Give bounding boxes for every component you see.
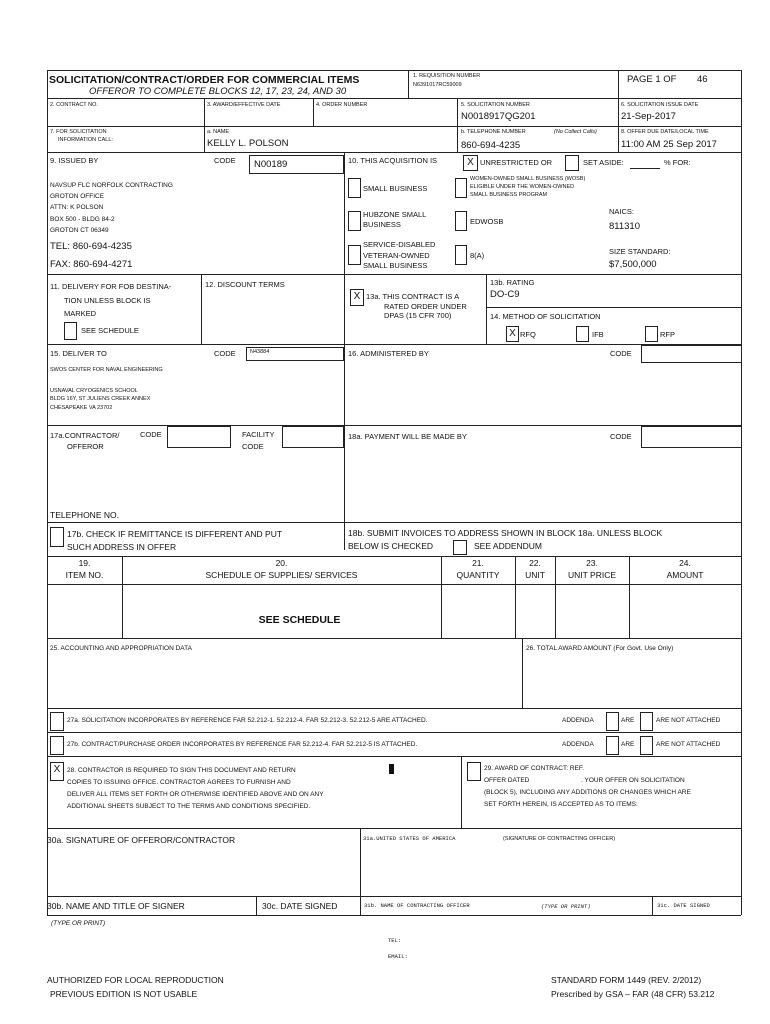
col23-header: UNIT PRICE [567, 570, 617, 580]
ifb-checkbox[interactable] [576, 326, 589, 342]
contract-no-label: 2. CONTRACT NO. [50, 102, 98, 108]
phone-note: (No Collect Calls) [554, 129, 597, 135]
col23-number: 23. [586, 558, 598, 568]
see-addendum-checkbox[interactable] [453, 540, 467, 555]
award-line2b: . YOUR OFFER ON SOLICITATION [581, 777, 685, 784]
invoice-label-2: BELOW IS CHECKED [348, 541, 434, 551]
size-standard: $7,500,000 [609, 259, 657, 270]
far-27b-text: 27b. CONTRACT/PURCHASE ORDER INCORPORATES BY REFERENCE FAR 52.212-4. FAR 52.212-5 IS ATTACHED. [67, 741, 418, 748]
award-line4: SET FORTH HEREIN, IS ACCEPTED AS TO ITEMS: [484, 801, 638, 808]
rfq-checkbox[interactable]: X [506, 326, 519, 342]
administered-by-label: 16. ADMINISTERED BY [348, 349, 429, 358]
name-label: a. NAME [207, 129, 230, 135]
contact-name[interactable]: KELLY L. POLSON [207, 138, 289, 149]
issued-code: N00189 [254, 159, 288, 170]
addenda-27a-label: ADDENDA [562, 717, 594, 724]
facility-code-box[interactable] [282, 426, 344, 448]
discount-terms-label: 12. DISCOUNT TERMS [205, 280, 285, 289]
issued-tel: TEL: 860-694-4235 [50, 241, 132, 252]
remittance-label: 17b. CHECK IF REMITTANCE IS DIFFERENT AND PUT SUCH ADDRESS IN OFFER [67, 529, 283, 552]
award-line3: (BLOCK 5), INCLUDING ANY ADDITIONS OR CHANGES WHICH ARE [484, 789, 691, 796]
offeror-signature-label: 30a. SIGNATURE OF OFFEROR/CONTRACTOR [47, 835, 236, 845]
due-date-label: 8. OFFER DUE DATE/LOCAL TIME [621, 129, 709, 135]
contracting-officer-note: (TYPE OR PRINT) [541, 903, 591, 910]
total-award-label: 26. TOTAL AWARD AMOUNT (For Govt. Use Only) [526, 645, 674, 652]
rfp-label: RFP [660, 330, 675, 339]
hubzone-label: HUBZONE SMALL BUSINESS [363, 210, 427, 229]
rated-order-label: 13a. THIS CONTRACT IS A RATED ORDER UNDER DPAS (15 CFR 700) [366, 292, 467, 320]
officer-email-label: EMAIL: [388, 953, 408, 960]
officer-tel-label: TEL: [388, 937, 402, 944]
hubzone-checkbox[interactable] [348, 211, 361, 231]
contractor-code-box[interactable] [167, 426, 231, 448]
award-line1: 29. AWARD OF CONTRACT: REF. [484, 765, 584, 772]
footer-prescribed-by: Prescribed by GSA – FAR (48 CFR) 53.212 [551, 989, 715, 999]
col24-header: AMOUNT [666, 570, 704, 580]
addenda-27a-are-checkbox[interactable] [606, 712, 619, 731]
requisition-label: 1. REQUISITION NUMBER [413, 73, 481, 79]
small-business-label: SMALL BUSINESS [363, 184, 428, 193]
col19-number: 19. [78, 558, 91, 568]
size-standard-label: SIZE STANDARD: [609, 247, 671, 256]
edwosb-label: EDWOSB [470, 217, 504, 226]
info-call-label-2: INFORMATION CALL: [58, 137, 113, 143]
fob-destination-label: 11. DELIVERY FOR FOB DESTINA- TION UNLESS BLOCK IS MARKED [50, 282, 172, 318]
wosb-label: WOMEN-OWNED SMALL BUSINESS (WOSB) ELIGIBLE UNDER THE WOMEN-OWNED SMALL BUSINESS PROGRAM [470, 176, 586, 199]
deliver-to-label: 15. DELIVER TO [50, 349, 107, 358]
usa-signature-note: (SIGNATURE OF CONTRACTING OFFICER) [503, 836, 616, 842]
invoice-label: 18b. SUBMIT INVOICES TO ADDRESS SHOWN IN BLOCK 18a. UNLESS BLOCK [348, 528, 663, 538]
sdvosb-checkbox[interactable] [348, 245, 361, 265]
footer-form-number: STANDARD FORM 1449 (REV. 2/2012) [551, 975, 702, 985]
col21-header: QUANTITY [456, 570, 500, 580]
payment-code-label: CODE [610, 432, 632, 441]
remittance-checkbox[interactable] [50, 527, 64, 547]
addenda-27a-are-not-checkbox[interactable] [640, 712, 653, 731]
addenda-27a-are-not-label: ARE NOT ATTACHED [656, 717, 721, 724]
col21-number: 21. [472, 558, 484, 568]
issue-date[interactable]: 21-Sep-2017 [621, 111, 676, 122]
contracting-officer-label: 31b. NAME OF CONTRACTING OFFICER [364, 902, 470, 909]
ifb-label: IFB [592, 330, 604, 339]
info-call-label: 7. FOR SOLICITATION [50, 129, 107, 135]
col20-header: SCHEDULE OF SUPPLIES/ SERVICES [205, 570, 358, 580]
fob-see-schedule-checkbox[interactable] [64, 322, 77, 340]
officer-date-signed-label: 31c. DATE SIGNED [657, 902, 710, 909]
contractor-label: 17a.CONTRACTOR/ OFFEROR [50, 431, 120, 451]
acquisition-label: 10. THIS ACQUISITION IS [348, 156, 438, 165]
far-27a-text: 27a. SOLICITATION INCORPORATES BY REFERENCE FAR 52.212-1. 52.212-4. FAR 52.212-3. 52.212-5 ARE ATTACHED. [67, 717, 428, 724]
page-total: 46 [697, 74, 708, 85]
contractor-code-label: CODE [140, 430, 162, 439]
addenda-27b-are-not-checkbox[interactable] [640, 736, 653, 755]
solicitation-number-label: 5. SOLICITATION NUMBER [461, 102, 530, 108]
addenda-27a-are-label: ARE [621, 717, 635, 724]
wosb-checkbox[interactable] [455, 178, 467, 198]
solicitation-number[interactable]: N0018917QG201 [461, 111, 536, 122]
issued-fax: FAX: 860-694-4271 [50, 259, 133, 270]
rated-order-checkbox[interactable]: X [350, 289, 364, 306]
eight-a-label: 8(A) [470, 251, 485, 260]
deliver-to-line1: SWOS CENTER FOR NAVAL ENGINEERING [50, 367, 163, 373]
addenda-27b-label: ADDENDA [562, 741, 594, 748]
addenda-27b-are-not-label: ARE NOT ATTACHED [656, 741, 721, 748]
edwosb-checkbox[interactable] [455, 211, 467, 231]
naics-label: NAICS: [609, 207, 635, 216]
eight-a-checkbox[interactable] [455, 245, 467, 265]
phone-label: b. TELEPHONE NUMBER [461, 129, 526, 135]
small-business-checkbox[interactable] [348, 178, 361, 198]
requisition-number[interactable]: N6391017RC59009 [413, 82, 462, 88]
contact-phone[interactable]: 860-694-4235 [461, 140, 521, 151]
payment-code-box[interactable] [641, 426, 742, 448]
date-signed-label: 30c. DATE SIGNED [262, 901, 338, 911]
page-label: PAGE 1 OF [627, 74, 677, 85]
issued-by-label: 9. ISSUED BY [50, 156, 99, 165]
administered-code-box[interactable] [641, 345, 742, 363]
usa-signature-field[interactable] [361, 845, 740, 895]
issued-code-label: CODE [214, 156, 236, 165]
offeror-signature-field[interactable] [48, 845, 359, 895]
set-aside-checkbox[interactable] [565, 155, 579, 171]
award-date-label: 3. AWARD/EFFECTIVE DATE [207, 102, 281, 108]
form-title: SOLICITATION/CONTRACT/ORDER FOR COMMERCIAL ITEMS [49, 74, 360, 86]
unrestricted-label: UNRESTRICTED OR [480, 158, 553, 167]
see-addendum-label: SEE ADDENDUM [474, 541, 543, 551]
deliver-code-label: CODE [214, 349, 236, 358]
col22-number: 22. [529, 558, 541, 568]
addenda-27b-are-label: ARE [621, 741, 635, 748]
contractor-sign-checkbox[interactable]: X [50, 762, 64, 781]
far-27a-checkbox[interactable] [50, 712, 64, 731]
col19-header: ITEM NO. [65, 570, 104, 580]
naics-code: 811310 [609, 221, 640, 232]
set-aside-label: SET ASIDE: [583, 158, 624, 167]
method-label: 14. METHOD OF SOLICITATION [490, 312, 601, 321]
usa-signature-label: 31a.UNITED STATES OF AMERICA [363, 835, 456, 842]
deliver-code: N43884 [250, 349, 270, 355]
offer-due-date[interactable]: 11:00 AM 25 Sep 2017 [621, 139, 717, 150]
rfq-label: RFQ [520, 330, 536, 339]
footer-reproduction: AUTHORIZED FOR LOCAL REPRODUCTION [47, 975, 224, 985]
col20-number: 20. [275, 558, 288, 568]
sdvosb-label: SERVICE-DISABLED VETERAN-OWNED SMALL BUSINESS [363, 240, 436, 270]
rating-label: 13b. RATING [490, 278, 535, 287]
fob-see-schedule-label: SEE SCHEDULE [81, 326, 139, 335]
signer-name-label: 30b. NAME AND TITLE OF SIGNER [47, 901, 185, 911]
footer-previous-edition: PREVIOUS EDITION IS NOT USABLE [50, 989, 198, 999]
award-checkbox[interactable] [467, 762, 481, 781]
copies-marker [389, 764, 394, 774]
administered-code-label: CODE [610, 349, 632, 358]
payment-label: 18a. PAYMENT WILL BE MADE BY [348, 432, 467, 441]
percent-for-label: % FOR: [664, 158, 691, 167]
form-subtitle: OFFEROR TO COMPLETE BLOCKS 12, 17, 23, 24, AND 30 [89, 86, 347, 97]
rating-value: DO-C9 [490, 289, 520, 300]
rfp-checkbox[interactable] [645, 326, 658, 342]
issued-by-address: NAVSUP FLC NORFOLK CONTRACTING GROTON OFFICE ATTN: K POLSON BOX 500 - BLDG 84-2 GROTON CT 06349 [50, 182, 173, 234]
award-line2a: OFFER DATED [484, 777, 530, 784]
deliver-to-address: USNAVAL CRYOGENICS SCHOOL BLDG 16Y, ST JULIENS CREEK ANNEX CHESAPEAKE VA 23702 [50, 388, 151, 411]
col22-header: UNIT [525, 570, 545, 580]
telephone-label: TELEPHONE NO. [50, 510, 119, 520]
addenda-27b-are-checkbox[interactable] [606, 736, 619, 755]
accounting-label: 25. ACCOUNTING AND APPROPRIATION DATA [50, 645, 192, 652]
far-27b-checkbox[interactable] [50, 736, 64, 755]
facility-code-label: FACILITY CODE [242, 430, 275, 451]
schedule-body: SEE SCHEDULE [258, 614, 341, 626]
unrestricted-checkbox[interactable]: X [463, 155, 478, 171]
col24-number: 24. [679, 558, 691, 568]
order-number-label: 4. ORDER NUMBER [316, 102, 368, 108]
contractor-sign-text: 28. CONTRACTOR IS REQUIRED TO SIGN THIS DOCUMENT AND RETURN COPIES TO ISSUING OFFICE. CONTRACTOR AGREES TO FURNISH AND DELIVER ALL ITEMS SET FORTH OR OTHERWISE IDENTIFIED ABOVE AND ON ANY ADDITIONAL SHEETS SUBJECT TO THE TERMS AND CONDITIONS SPECIFIED. [67, 767, 324, 810]
issue-date-label: 6. SOLICITATION ISSUE DATE [621, 102, 699, 108]
signer-name-note: (TYPE OR PRINT) [51, 920, 106, 927]
